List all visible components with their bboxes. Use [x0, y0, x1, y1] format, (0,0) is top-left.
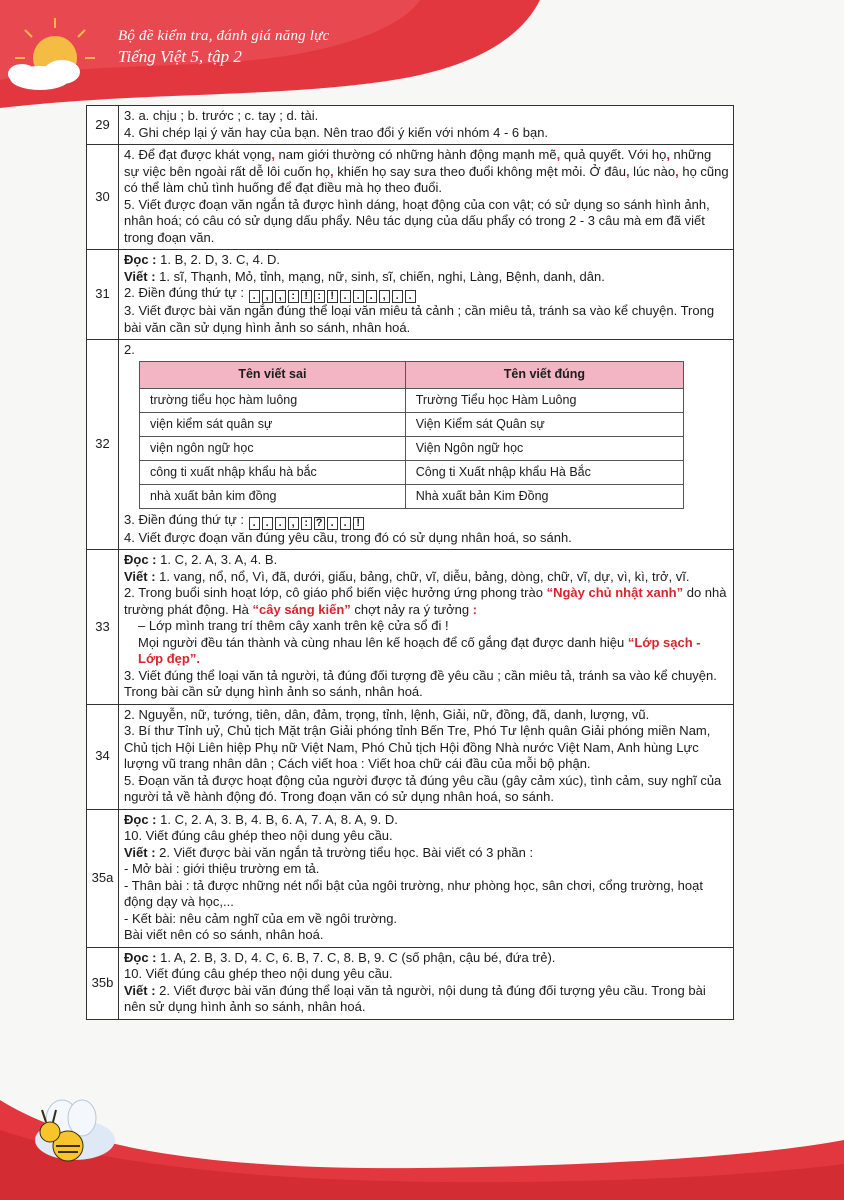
column-header: Tên viết sai [140, 361, 406, 388]
punctuation-box: : [314, 290, 325, 303]
punctuation-box: , [379, 290, 390, 303]
question-number: 34 [87, 704, 119, 809]
punctuation-boxes [248, 285, 417, 300]
punctuation-box: . [249, 517, 260, 530]
punctuation-box: . [262, 517, 273, 530]
answer-paragraph [124, 635, 729, 668]
answer-cell [119, 947, 734, 1019]
punctuation-box: : [288, 290, 299, 303]
table-row [87, 550, 734, 705]
wrong-name: viện ngôn ngữ học [140, 436, 406, 460]
comma-mark: , [666, 147, 670, 162]
bee-mascot-icon [35, 1100, 115, 1161]
punctuation-box: , [288, 517, 299, 530]
comma-mark: , [330, 163, 334, 179]
answer-line: - Kết bài: nêu cảm nghĩ của em về ngôi trường. [124, 910, 398, 926]
column-header: Tên viết đúng [405, 361, 683, 388]
table-row [140, 388, 684, 412]
table-row [140, 412, 684, 436]
answer-line [124, 269, 729, 286]
reading-answers: 1. C, 2. A, 3. A, 4. B. [156, 552, 278, 567]
answer-line: 3. a. chịu ; b. trước ; c. tay ; d. tài. [124, 108, 319, 123]
answer-cell [119, 250, 734, 340]
answer-line [124, 845, 729, 862]
answer-key-table [86, 105, 734, 1020]
text-span: lúc nào [629, 163, 676, 179]
answer-paragraph: 5. Viết được đoạn văn ngắn tả được hình dáng, hoạt động của con vật; có sử dụng so sánh hình ảnh, nhân hoá; có câu có sử dụng dấu phẩy. Nêu tác dụng của dấu phẩy có trong 2 - 3 câu mà em đã viết trong đoạn văn. [124, 196, 710, 245]
punctuation-box: ? [314, 517, 325, 530]
punctuation-box: : [301, 517, 312, 530]
book-subtitle: Tiếng Việt 5, tập 2 [118, 47, 242, 66]
question-number: 33 [87, 550, 119, 705]
table-row [87, 704, 734, 809]
answer-paragraph [124, 983, 729, 1016]
answer-line: 10. Viết đúng câu ghép theo nội dung yêu cầu. [124, 828, 393, 843]
punctuation-box: , [275, 290, 286, 303]
comma-mark: , [556, 147, 561, 162]
answer-cell [119, 145, 734, 250]
quoted-phrase: “Ngày chủ nhật xanh” [546, 585, 684, 600]
punctuation-box: . [340, 290, 351, 303]
text-span: quả quyết. Với họ [560, 147, 667, 162]
punctuation-box: ! [353, 517, 364, 530]
answer-line: 4. Ghi chép lại ý văn hay của bạn. Nên trao đổi ý kiến với nhóm 4 - 6 bạn. [124, 124, 549, 140]
writing-label: Viết : [124, 568, 156, 584]
punctuation-boxes [248, 512, 365, 527]
question-number: 29 [87, 106, 119, 145]
footer-banner [0, 1060, 844, 1200]
writing-label: Viết : [124, 844, 156, 860]
answer-line: 4. Viết được đoạn văn đúng yêu cầu, trong đó có sử dụng nhân hoá, so sánh. [124, 529, 572, 545]
punctuation-box: . [275, 517, 286, 530]
answer-line [124, 552, 729, 569]
correct-name: Viện Ngôn ngữ học [405, 436, 683, 460]
punctuation-box: . [366, 290, 377, 303]
reading-answers: 1. B, 2. D, 3. C, 4. D. [156, 252, 281, 267]
period-mark: . [196, 651, 200, 666]
question-number: 35a [87, 809, 119, 947]
dialogue-line: – Lớp mình trang trí thêm cây xanh trên kệ cửa sổ đi ! [138, 618, 449, 633]
table-row [87, 106, 734, 145]
question-number: 31 [87, 250, 119, 340]
reading-answers: 1. A, 2. B, 3. D, 4. C, 6. B, 7. C, 8. B, 9. C (số phận, cậu bé, đứa trẻ). [156, 949, 556, 965]
writing-answers: 2. Viết được bài văn ngắn tả trường tiểu học. Bài viết có 3 phần : [155, 844, 534, 860]
answer-line [124, 285, 729, 303]
text-span: những sự việc bên ngoài rất dễ lôi cuốn họ [124, 147, 712, 179]
correct-name: Công ti Xuất nhập khẩu Hà Bắc [405, 460, 683, 484]
reading-label: Đọc : [124, 949, 157, 965]
text-span: 4. Để đạt được khát vọng [124, 147, 272, 162]
text-span: chợt nảy ra ý tưởng [350, 601, 473, 617]
quoted-phrase: “cây sáng kiến” [252, 601, 351, 617]
text-span: nam giới thường có những hành động mạnh mẽ [274, 147, 557, 162]
wrong-name: công ti xuất nhập khẩu hà bắc [140, 460, 406, 484]
punctuation-box: ! [301, 290, 312, 303]
answer-line: 2. [124, 342, 135, 357]
writing-label: Viết : [124, 982, 156, 998]
wrong-name: trường tiểu học hàm luông [140, 388, 406, 412]
punctuation-box: . [340, 517, 351, 530]
colon-mark: : [472, 601, 478, 617]
book-title [118, 28, 329, 67]
name-correction-table [139, 361, 684, 509]
table-row [140, 460, 684, 484]
correct-name: Trường Tiểu học Hàm Luông [405, 388, 683, 412]
reading-label: Đọc : [124, 811, 157, 827]
wrong-name: viện kiểm sát quân sự [140, 412, 406, 436]
question-number: 35b [87, 947, 119, 1019]
punctuation-box: , [262, 290, 273, 303]
answer-line: 2. Nguyễn, nữ, tướng, tiên, dân, đảm, trọng, tỉnh, lệnh, Giải, nữ, đồng, đã, danh, lượng, vũ. [124, 706, 650, 722]
text-span: khiến họ say sưa theo đuổi không mệt mỏi. Ở đâu [333, 163, 626, 179]
punctuation-box: . [392, 290, 403, 303]
answer-line: 10. Viết đúng câu ghép theo nội dung yêu cầu. [124, 966, 393, 981]
text-span: Mọi người đều tán thành và cùng nhau lên kế hoạch để cố gắng đạt được danh hiệu [138, 634, 628, 650]
answer-paragraph: - Thân bài : tả được những nét nổi bật của ngôi trường, như phòng học, sân chơi, cổng trường, hoạt động dạy và học,... [124, 877, 703, 909]
answer-line: - Mở bài : giới thiệu trường em tả. [124, 861, 320, 876]
writing-answers: 1. vang, nổ, nổ, Vì, đã, dưới, giấu, bảng, chữ, vĩ, diễu, bảng, dòng, chữ, vĩ, dự, vì, kì, trở, vĩ. [155, 568, 690, 584]
punctuation-instruction: 2. Điền đúng thứ tự : [124, 285, 245, 300]
answer-line [124, 812, 729, 829]
answer-paragraph: 5. Đoạn văn tả được hoạt động của người được tả đúng yêu cầu (gây cảm xúc), tình cảm, suy nghĩ của người tả về hành động đó. Trong đoạn văn có sử dụng nhân hoá, so sánh. [124, 772, 722, 804]
answer-line [124, 512, 729, 530]
table-row [87, 250, 734, 340]
comma-mark: , [675, 163, 679, 179]
answer-cell [119, 550, 734, 705]
question-number: 32 [87, 340, 119, 550]
text-span: 2. Trong buổi sinh hoạt lớp, cô giáo phổ biến việc hưởng ứng phong trào [124, 585, 547, 600]
answer-line [124, 569, 729, 586]
correct-name: Nhà xuất bản Kim Đồng [405, 484, 683, 508]
reading-label: Đọc : [124, 252, 157, 267]
table-row [87, 145, 734, 250]
answer-cell [119, 704, 734, 809]
writing-answers: 2. Viết được bài văn đúng thể loại văn tả người, nội dung tả đúng đối tượng yêu cầu. Trong bài nên sử dụng hình ảnh so sánh, nhân hoá. [124, 982, 706, 1014]
answer-paragraph [124, 585, 729, 618]
table-header-row [140, 361, 684, 388]
answer-line: Bài viết nên có so sánh, nhân hoá. [124, 927, 324, 942]
text-span: họ cũng có thể làm chủ tình huống để đạt điều mà họ theo đuổi. [124, 163, 729, 195]
answer-cell [119, 340, 734, 550]
reading-answers: 1. C, 2. A, 3. B, 4. B, 6. A, 7. A, 8. A, 9. D. [156, 811, 398, 827]
table-row [140, 484, 684, 508]
table-row [87, 947, 734, 1019]
correct-name: Viện Kiểm sát Quân sự [405, 412, 683, 436]
punctuation-box: ! [327, 290, 338, 303]
answer-cell [119, 809, 734, 947]
wrong-name: nhà xuất bản kim đồng [140, 484, 406, 508]
punctuation-box: . [405, 290, 416, 303]
answer-paragraph: 3. Viết được bài văn ngắn đúng thể loại văn miêu tả cảnh ; cần miêu tả, tránh sa vào kể chuyện. Trong bài văn cần sử dụng hình ảnh so sánh, nhân hoá. [124, 303, 715, 335]
table-row [87, 809, 734, 947]
answer-line [124, 950, 729, 967]
punctuation-box: . [327, 517, 338, 530]
reading-label: Đọc : [124, 552, 157, 567]
punctuation-box: . [353, 290, 364, 303]
comma-mark: , [271, 147, 275, 162]
question-number: 30 [87, 145, 119, 250]
answer-paragraph: 3. Viết đúng thể loại văn tả người, tả đúng đối tượng đề yêu cầu ; cần miêu tả, tránh sa vào kể chuyện. Trong bài cần sử dụng hình ảnh so sánh, nhân hoá. [124, 667, 717, 699]
series-title: Bộ đề kiểm tra, đánh giá năng lực [118, 28, 330, 44]
table-row [140, 436, 684, 460]
writing-answers: 1. sĩ, Thạnh, Mỏ, tỉnh, mạng, nữ, sinh, sĩ, chiến, nghi, Làng, Bệnh, danh, dân. [155, 268, 605, 284]
punctuation-instruction: 3. Điền đúng thứ tự : [124, 511, 245, 527]
answer-paragraph [124, 147, 729, 197]
writing-label: Viết : [124, 268, 156, 284]
punctuation-box: . [249, 290, 260, 303]
table-row [87, 340, 734, 550]
text-span: do nhà trường phát động. Hà [124, 585, 727, 617]
answer-paragraph: 3. Bí thư Tỉnh uỷ, Chủ tịch Mặt trận Giải phóng tỉnh Bến Tre, Phó Tư lệnh quân Giải phóng miền Nam, Chủ tịch Hội Liên hiệp Phụ nữ Việt Nam, Phó Chủ tịch Hội đồng Nhà nước Việt Nam, Anh hùng Lực lượng vũ trang nhân dân ; Cách viết hoa : Viết hoa chữ cái đầu của mỗi bộ phận. [124, 723, 711, 771]
comma-mark: , [625, 163, 630, 179]
answer-cell [119, 106, 734, 145]
quoted-phrase: “Lớp sạch - Lớp đẹp” [138, 634, 701, 666]
answer-line [124, 252, 729, 269]
